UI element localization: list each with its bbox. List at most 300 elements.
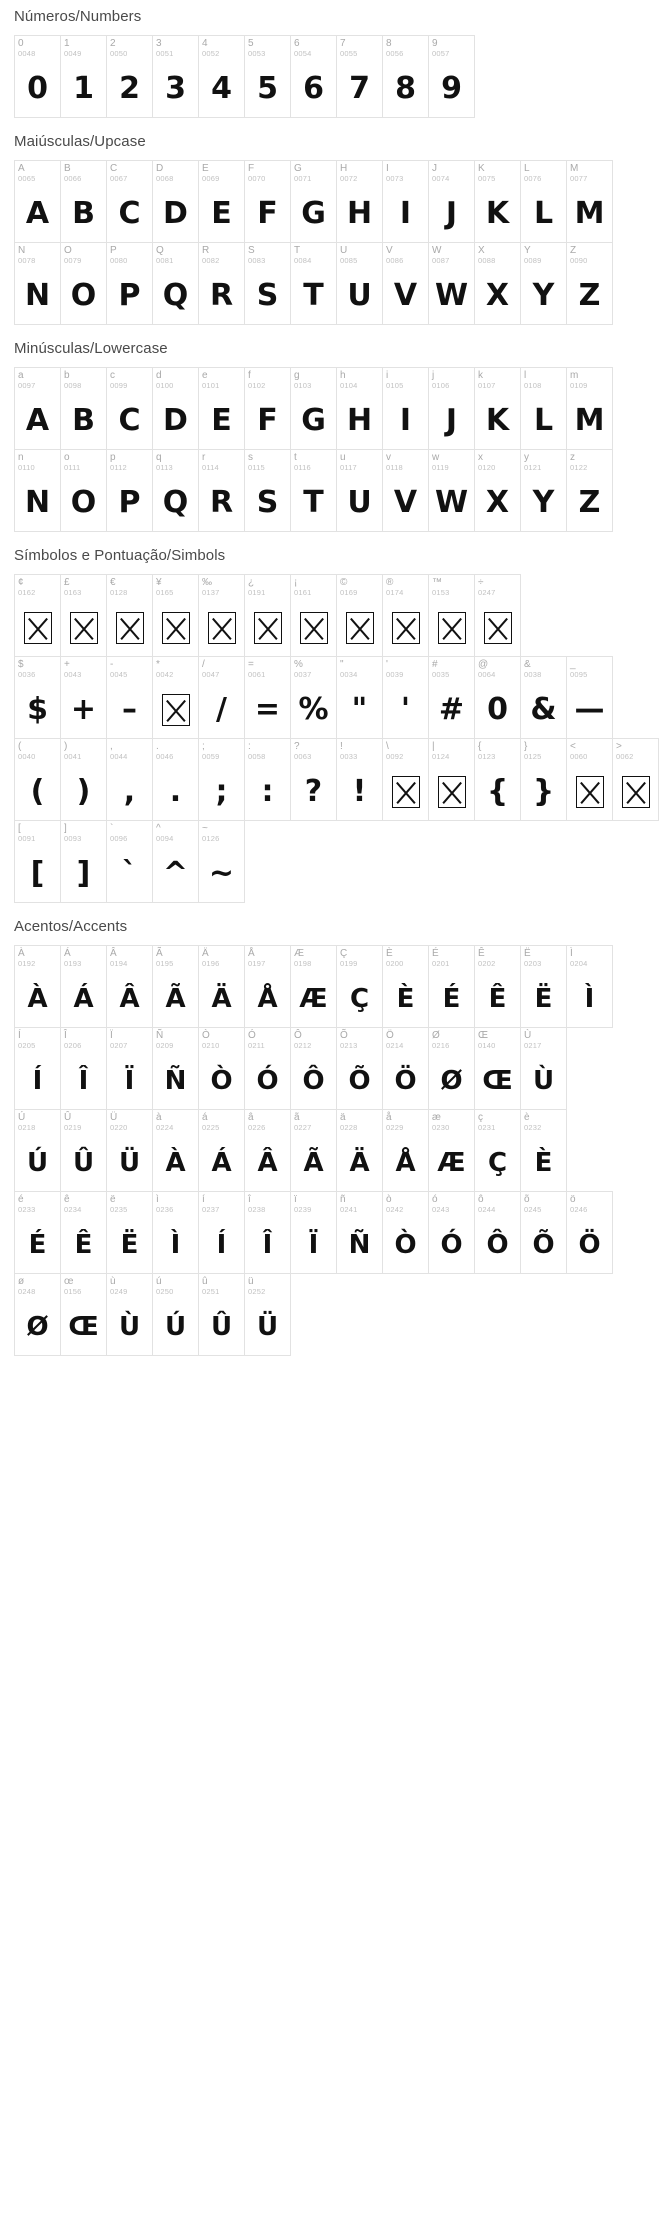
glyph-cell[interactable] xyxy=(520,1191,567,1274)
glyph-cell[interactable] xyxy=(106,574,153,657)
glyph-preview: Å xyxy=(257,984,278,1014)
glyph-unicode: 0052 xyxy=(202,49,220,58)
glyph-cell[interactable] xyxy=(428,656,475,739)
glyph-cell[interactable] xyxy=(566,738,613,821)
glyph-cell[interactable] xyxy=(60,656,107,739)
glyph-cell[interactable] xyxy=(14,242,61,325)
glyph-cell[interactable] xyxy=(152,738,199,821)
glyph-cell[interactable] xyxy=(474,574,521,657)
glyph-unicode: 0237 xyxy=(202,1205,220,1214)
glyph-code-label xyxy=(156,163,174,183)
glyph-cell[interactable] xyxy=(198,945,245,1028)
glyph-cell[interactable] xyxy=(14,1273,61,1356)
glyph-code-label xyxy=(18,163,36,183)
glyph-char-name: v xyxy=(386,452,391,463)
glyph-code-label xyxy=(110,577,128,597)
glyph-unicode: 0045 xyxy=(110,670,128,679)
glyph-cell[interactable] xyxy=(566,449,613,532)
glyph-cell[interactable] xyxy=(60,160,107,243)
glyph-preview: Œ xyxy=(482,1066,513,1096)
glyph-cell[interactable] xyxy=(198,1109,245,1192)
glyph-preview: Ã xyxy=(303,1148,324,1178)
glyph-code-label xyxy=(432,1112,450,1132)
glyph-char-name: ÷ xyxy=(478,577,484,588)
glyph-code-label xyxy=(432,948,450,968)
glyph-preview: Ê xyxy=(74,1230,93,1260)
glyph-cell[interactable] xyxy=(14,820,61,903)
glyph-cell[interactable] xyxy=(336,1109,383,1192)
glyph-unicode: 0216 xyxy=(432,1041,450,1050)
glyph-cell[interactable] xyxy=(336,945,383,1028)
glyph-cell[interactable] xyxy=(244,738,291,821)
glyph-code-label xyxy=(202,163,220,183)
glyph-char-name: œ xyxy=(64,1276,74,1287)
glyph-cell[interactable] xyxy=(520,738,567,821)
glyph-cell[interactable] xyxy=(428,35,475,118)
glyph-unicode: 0191 xyxy=(248,588,266,597)
glyph-cell[interactable] xyxy=(106,1191,153,1274)
glyph-unicode: 0071 xyxy=(294,174,312,183)
glyph-preview xyxy=(153,683,198,737)
glyph-code-label xyxy=(386,741,404,761)
glyph-cell[interactable] xyxy=(566,1191,613,1274)
glyph-row xyxy=(14,1273,290,1355)
glyph-code-label xyxy=(478,1030,496,1050)
glyph-char-name: Ë xyxy=(524,948,531,959)
glyph-cell[interactable] xyxy=(14,160,61,243)
glyph-cell[interactable] xyxy=(382,1027,429,1110)
glyph-code-label xyxy=(478,452,496,472)
glyph-cell[interactable] xyxy=(290,1191,337,1274)
glyph-cell[interactable] xyxy=(336,1027,383,1110)
glyph-cell[interactable] xyxy=(428,1109,475,1192)
glyph-preview: Å xyxy=(395,1148,416,1178)
glyph-cell[interactable] xyxy=(152,1027,199,1110)
glyph-preview: X xyxy=(485,485,510,520)
glyph-cell[interactable] xyxy=(336,449,383,532)
glyph-cell[interactable] xyxy=(244,1191,291,1274)
glyph-cell[interactable] xyxy=(520,656,567,739)
glyph-cell[interactable] xyxy=(382,1109,429,1192)
glyph-code-label xyxy=(478,741,496,761)
glyph-code-label xyxy=(202,659,220,679)
glyph-cell[interactable] xyxy=(566,242,613,325)
glyph-cell[interactable] xyxy=(14,1027,61,1110)
glyph-cell[interactable] xyxy=(106,449,153,532)
glyph-cell[interactable] xyxy=(152,449,199,532)
glyph-char-name: \ xyxy=(386,741,389,752)
glyph-preview xyxy=(613,765,658,819)
glyph-unicode: 0049 xyxy=(64,49,82,58)
glyph-cell[interactable] xyxy=(290,656,337,739)
glyph-char-name: F xyxy=(248,163,255,174)
glyph-code-label xyxy=(110,245,128,265)
glyph-cell[interactable] xyxy=(336,367,383,450)
glyph-preview: ~ xyxy=(208,856,235,891)
notdef-box-icon xyxy=(254,612,282,644)
glyph-cell[interactable] xyxy=(244,574,291,657)
glyph-cell[interactable] xyxy=(152,945,199,1028)
glyph-cell[interactable] xyxy=(520,1027,567,1110)
glyph-cell[interactable] xyxy=(60,945,107,1028)
section-title: Minúsculas/Lowercase xyxy=(14,340,168,357)
glyph-unicode: 0156 xyxy=(64,1287,82,1296)
glyph-row xyxy=(14,1109,566,1191)
glyph-cell[interactable] xyxy=(106,160,153,243)
glyph-cell[interactable] xyxy=(244,1273,291,1356)
glyph-preview: F xyxy=(257,196,278,231)
glyph-preview: Ù xyxy=(118,1312,141,1342)
glyph-cell[interactable] xyxy=(382,656,429,739)
glyph-cell[interactable] xyxy=(520,945,567,1028)
glyph-cell[interactable] xyxy=(612,738,659,821)
glyph-cell[interactable] xyxy=(428,1027,475,1110)
glyph-cell[interactable] xyxy=(290,1109,337,1192)
glyph-preview: { xyxy=(486,774,509,809)
glyph-preview xyxy=(383,765,428,819)
glyph-cell[interactable] xyxy=(14,35,61,118)
glyph-code-label xyxy=(18,245,36,265)
glyph-cell[interactable] xyxy=(336,160,383,243)
glyph-cell[interactable] xyxy=(428,367,475,450)
glyph-cell[interactable] xyxy=(60,738,107,821)
glyph-char-name: = xyxy=(248,659,254,670)
glyph-cell[interactable] xyxy=(106,1027,153,1110)
glyph-cell[interactable] xyxy=(290,35,337,118)
glyph-cell[interactable] xyxy=(244,242,291,325)
glyph-unicode: 0219 xyxy=(64,1123,82,1132)
glyph-code-label xyxy=(432,1030,450,1050)
glyph-cell[interactable] xyxy=(152,35,199,118)
glyph-cell[interactable] xyxy=(244,1027,291,1110)
glyph-unicode: 0153 xyxy=(432,588,450,597)
glyph-cell[interactable] xyxy=(474,945,521,1028)
glyph-char-name: U xyxy=(340,245,348,256)
glyph-cell[interactable] xyxy=(244,449,291,532)
notdef-box-icon xyxy=(346,612,374,644)
glyph-cell[interactable] xyxy=(290,945,337,1028)
glyph-preview xyxy=(61,601,106,655)
glyph-preview: Á xyxy=(211,1148,232,1178)
glyph-unicode: 0085 xyxy=(340,256,358,265)
glyph-preview: N xyxy=(24,485,51,520)
glyph-cell[interactable] xyxy=(198,367,245,450)
glyph-preview: B xyxy=(72,403,95,438)
glyph-preview: Î xyxy=(262,1230,273,1260)
glyph-cell[interactable] xyxy=(520,160,567,243)
glyph-cell[interactable] xyxy=(106,656,153,739)
glyph-preview: Á xyxy=(73,984,94,1014)
glyph-unicode: 0115 xyxy=(248,463,265,472)
glyph-cell[interactable] xyxy=(336,35,383,118)
glyph-cell[interactable] xyxy=(474,160,521,243)
glyph-cell[interactable] xyxy=(474,1191,521,1274)
glyph-unicode: 0112 xyxy=(110,463,127,472)
glyph-cell[interactable] xyxy=(520,1109,567,1192)
glyph-code-label xyxy=(202,1276,220,1296)
glyph-code-label xyxy=(340,452,357,472)
glyph-cell[interactable] xyxy=(14,656,61,739)
glyph-cell[interactable] xyxy=(520,367,567,450)
glyph-cell[interactable] xyxy=(474,242,521,325)
glyph-preview: V xyxy=(393,278,418,313)
glyph-unicode: 0124 xyxy=(432,752,450,761)
glyph-code-label xyxy=(18,577,36,597)
glyph-cell[interactable] xyxy=(14,1109,61,1192)
glyph-preview: 5 xyxy=(257,71,278,106)
glyph-cell[interactable] xyxy=(244,160,291,243)
glyph-cell[interactable] xyxy=(336,242,383,325)
glyph-cell[interactable] xyxy=(474,738,521,821)
glyph-unicode: 0090 xyxy=(570,256,588,265)
glyph-cell[interactable] xyxy=(152,820,199,903)
glyph-cell[interactable] xyxy=(198,656,245,739)
glyph-code-label xyxy=(64,1194,82,1214)
glyph-cell[interactable] xyxy=(198,242,245,325)
glyph-cell[interactable] xyxy=(428,574,475,657)
glyph-cell[interactable] xyxy=(14,574,61,657)
glyph-cell[interactable] xyxy=(520,242,567,325)
notdef-box-icon xyxy=(70,612,98,644)
glyph-cell[interactable] xyxy=(566,160,613,243)
glyph-unicode: 0231 xyxy=(478,1123,496,1132)
glyph-cell[interactable] xyxy=(382,1191,429,1274)
glyph-cell[interactable] xyxy=(60,1027,107,1110)
glyph-cell[interactable] xyxy=(382,367,429,450)
glyph-char-name: x xyxy=(478,452,483,463)
glyph-cell[interactable] xyxy=(566,367,613,450)
glyph-code-label xyxy=(110,1276,128,1296)
glyph-preview: Æ xyxy=(299,984,328,1014)
glyph-cell[interactable] xyxy=(198,449,245,532)
glyph-cell[interactable] xyxy=(60,242,107,325)
glyph-cell[interactable] xyxy=(60,1109,107,1192)
glyph-code-label xyxy=(248,1030,265,1050)
glyph-preview: Ì xyxy=(170,1230,181,1260)
glyph-preview: B xyxy=(72,196,95,231)
glyph-cell[interactable] xyxy=(60,449,107,532)
glyph-cell[interactable] xyxy=(474,656,521,739)
glyph-cell[interactable] xyxy=(382,574,429,657)
glyph-cell[interactable] xyxy=(14,738,61,821)
glyph-cell[interactable] xyxy=(382,945,429,1028)
glyph-unicode: 0226 xyxy=(248,1123,266,1132)
glyph-cell[interactable] xyxy=(336,656,383,739)
glyph-cell[interactable] xyxy=(198,738,245,821)
glyph-unicode: 0113 xyxy=(156,463,173,472)
glyph-cell[interactable] xyxy=(382,242,429,325)
glyph-preview: Ñ xyxy=(164,1066,187,1096)
glyph-unicode: 0205 xyxy=(18,1041,36,1050)
glyph-code-label xyxy=(110,370,128,390)
glyph-cell[interactable] xyxy=(106,242,153,325)
glyph-preview: T xyxy=(303,278,324,313)
glyph-cell[interactable] xyxy=(152,574,199,657)
glyph-code-label xyxy=(202,38,220,58)
glyph-cell[interactable] xyxy=(198,1027,245,1110)
glyph-char-name: Â xyxy=(110,948,117,959)
glyph-cell[interactable] xyxy=(382,449,429,532)
glyph-code-label xyxy=(432,452,449,472)
glyph-cell[interactable] xyxy=(244,945,291,1028)
glyph-cell[interactable] xyxy=(474,1109,521,1192)
glyph-unicode: 0050 xyxy=(110,49,128,58)
glyph-cell[interactable] xyxy=(428,160,475,243)
glyph-cell[interactable] xyxy=(382,160,429,243)
glyph-cell[interactable] xyxy=(152,1109,199,1192)
glyph-unicode: 0061 xyxy=(248,670,266,679)
glyph-grid xyxy=(14,945,647,1355)
glyph-preview: 3 xyxy=(165,71,186,106)
glyph-cell[interactable] xyxy=(244,367,291,450)
glyph-cell[interactable] xyxy=(198,160,245,243)
glyph-preview: Â xyxy=(119,984,140,1014)
glyph-unicode: 0084 xyxy=(294,256,312,265)
glyph-cell[interactable] xyxy=(106,35,153,118)
glyph-cell[interactable] xyxy=(244,656,291,739)
glyph-cell[interactable] xyxy=(106,367,153,450)
glyph-char-name: 9 xyxy=(432,38,438,49)
glyph-cell[interactable] xyxy=(198,1191,245,1274)
glyph-unicode: 0083 xyxy=(248,256,266,265)
glyph-unicode: 0209 xyxy=(156,1041,174,1050)
glyph-cell[interactable] xyxy=(198,574,245,657)
glyph-unicode: 0196 xyxy=(202,959,220,968)
glyph-preview: : xyxy=(261,774,274,809)
glyph-unicode: 0053 xyxy=(248,49,266,58)
glyph-preview: Ü xyxy=(118,1148,141,1178)
glyph-cell[interactable] xyxy=(14,1191,61,1274)
glyph-unicode: 0066 xyxy=(64,174,82,183)
glyph-cell[interactable] xyxy=(382,35,429,118)
glyph-cell[interactable] xyxy=(106,820,153,903)
glyph-char-name: 7 xyxy=(340,38,346,49)
glyph-cell[interactable] xyxy=(290,574,337,657)
glyph-cell[interactable] xyxy=(60,35,107,118)
glyph-code-label xyxy=(18,948,36,968)
glyph-cell[interactable] xyxy=(290,242,337,325)
glyph-cell[interactable] xyxy=(290,738,337,821)
glyph-char-name: ! xyxy=(340,741,343,752)
glyph-preview: R xyxy=(209,485,234,520)
glyph-cell[interactable] xyxy=(106,945,153,1028)
glyph-code-label xyxy=(524,1194,542,1214)
notdef-box-icon xyxy=(300,612,328,644)
glyph-unicode: 0214 xyxy=(386,1041,404,1050)
glyph-cell[interactable] xyxy=(60,367,107,450)
glyph-cell[interactable] xyxy=(14,367,61,450)
glyph-cell[interactable] xyxy=(198,820,245,903)
glyph-char-name: ; xyxy=(202,741,205,752)
glyph-cell[interactable] xyxy=(290,1027,337,1110)
glyph-cell[interactable] xyxy=(152,160,199,243)
glyph-preview: A xyxy=(25,403,50,438)
glyph-cell[interactable] xyxy=(152,242,199,325)
glyph-code-label xyxy=(64,38,82,58)
glyph-cell[interactable] xyxy=(60,1273,107,1356)
glyph-code-label xyxy=(570,452,588,472)
glyph-code-label xyxy=(570,1194,588,1214)
glyph-preview: ^ xyxy=(162,856,189,891)
glyph-preview: Z xyxy=(578,278,601,313)
glyph-preview: W xyxy=(434,278,469,313)
glyph-cell[interactable] xyxy=(336,574,383,657)
glyph-char-name: ú xyxy=(156,1276,162,1287)
glyph-char-name: 5 xyxy=(248,38,254,49)
glyph-cell[interactable] xyxy=(428,738,475,821)
glyph-char-name: 8 xyxy=(386,38,392,49)
glyph-code-label xyxy=(202,245,220,265)
glyph-cell[interactable] xyxy=(520,449,567,532)
glyph-cell[interactable] xyxy=(290,449,337,532)
glyph-cell[interactable] xyxy=(428,449,475,532)
glyph-cell[interactable] xyxy=(566,945,613,1028)
glyph-preview: / xyxy=(216,692,227,727)
glyph-cell[interactable] xyxy=(152,1191,199,1274)
glyph-code-label xyxy=(386,577,404,597)
glyph-code-label xyxy=(64,1030,82,1050)
glyph-cell[interactable] xyxy=(106,1273,153,1356)
glyph-unicode: 0047 xyxy=(202,670,220,679)
glyph-cell[interactable] xyxy=(336,738,383,821)
glyph-preview: " xyxy=(351,692,368,727)
glyph-cell[interactable] xyxy=(474,449,521,532)
glyph-cell[interactable] xyxy=(60,820,107,903)
glyph-cell[interactable] xyxy=(336,1191,383,1274)
glyph-cell[interactable] xyxy=(290,160,337,243)
glyph-unicode: 0098 xyxy=(64,381,82,390)
glyph-code-label xyxy=(64,1276,82,1296)
glyph-cell[interactable] xyxy=(152,367,199,450)
glyph-unicode: 0041 xyxy=(64,752,82,761)
glyph-cell[interactable] xyxy=(60,1191,107,1274)
glyph-unicode: 0072 xyxy=(340,174,358,183)
glyph-cell[interactable] xyxy=(474,367,521,450)
glyph-char-name: ñ xyxy=(340,1194,346,1205)
glyph-cell[interactable] xyxy=(60,574,107,657)
glyph-code-label xyxy=(110,38,128,58)
glyph-cell[interactable] xyxy=(428,242,475,325)
glyph-char-name: Õ xyxy=(340,1030,348,1041)
glyph-cell[interactable] xyxy=(152,656,199,739)
glyph-code-label xyxy=(432,577,450,597)
glyph-char-name: Í xyxy=(18,1030,21,1041)
glyph-cell[interactable] xyxy=(198,1273,245,1356)
glyph-preview: D xyxy=(163,403,188,438)
glyph-cell[interactable] xyxy=(244,1109,291,1192)
glyph-cell[interactable] xyxy=(382,738,429,821)
glyph-preview: P xyxy=(118,278,141,313)
glyph-unicode: 0036 xyxy=(18,670,36,679)
glyph-unicode: 0097 xyxy=(18,381,36,390)
glyph-cell[interactable] xyxy=(198,35,245,118)
glyph-cell[interactable] xyxy=(244,35,291,118)
glyph-cell[interactable] xyxy=(428,1191,475,1274)
glyph-cell[interactable] xyxy=(106,738,153,821)
glyph-cell[interactable] xyxy=(106,1109,153,1192)
glyph-code-label xyxy=(340,948,358,968)
glyph-unicode: 0128 xyxy=(110,588,128,597)
glyph-cell[interactable] xyxy=(14,945,61,1028)
glyph-cell[interactable] xyxy=(566,656,613,739)
glyph-row xyxy=(566,449,612,531)
glyph-char-name: & xyxy=(524,659,531,670)
glyph-cell[interactable] xyxy=(152,1273,199,1356)
glyph-cell[interactable] xyxy=(290,367,337,450)
glyph-cell[interactable] xyxy=(428,945,475,1028)
glyph-cell[interactable] xyxy=(474,1027,521,1110)
glyph-cell[interactable] xyxy=(14,449,61,532)
